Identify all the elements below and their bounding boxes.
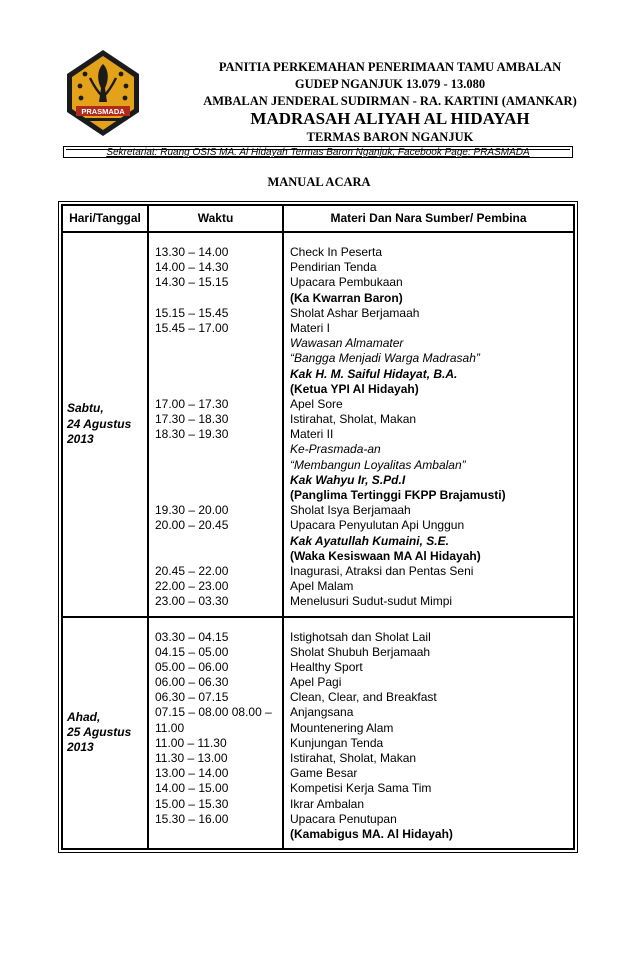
activity-item: Clean, Clear, and Breakfast	[290, 690, 437, 705]
time-slot: 11.00 – 11.30	[155, 735, 227, 750]
time-slot	[155, 336, 278, 351]
activity-item: Pendirian Tenda	[290, 260, 377, 275]
committee-title: PANITIA PERKEMAHAN PENERIMAAN TAMU AMBALAN	[218, 60, 562, 74]
time-slot	[155, 827, 278, 842]
activity-item: Kak H. M. Saiful Hidayat, B.A.	[290, 366, 458, 381]
logo-text: PRASMADA	[81, 107, 125, 116]
time-slot: 11.00	[155, 720, 185, 735]
time-slot: 04.15 – 05.00	[155, 644, 229, 659]
time-slot	[155, 382, 278, 397]
day-text: Ahad,	[67, 710, 101, 725]
activity-item: Upacara Penutupan	[290, 811, 397, 826]
day-cell	[62, 232, 148, 617]
activity-item: Apel Sore	[290, 396, 343, 411]
prasmada-logo	[64, 48, 142, 138]
activity-item: “Membangun Loyalitas Ambalan”	[290, 457, 466, 472]
time-slot: 07.15 – 08.00 08.00 –	[155, 705, 272, 720]
time-slot	[155, 549, 278, 564]
time-cell	[148, 232, 283, 617]
time-slot: 18.30 – 19.30	[155, 427, 229, 442]
activity-item: Istirahat, Sholat, Makan	[290, 751, 417, 765]
activity-item: Ke-Prasmada-an	[290, 442, 381, 457]
time-slot	[155, 488, 278, 503]
header-time: Waktu	[148, 205, 283, 232]
time-slot	[155, 473, 278, 488]
activity-item: (Ketua YPI Al Hidayah)	[290, 381, 419, 396]
activity-item: Upacara Penyulutan Api Unggun	[290, 518, 465, 533]
table-row	[62, 617, 574, 850]
activity-item: Sholat Ashar Berjamaah	[290, 305, 420, 320]
time-slot: 22.00 – 23.00	[155, 579, 229, 594]
activity-item: Check In Peserta	[290, 245, 383, 259]
activity-item: Healthy Sport	[290, 659, 363, 674]
activity-item: Inagurasi, Atraksi dan Pentas Seni	[290, 563, 474, 578]
day-text: 2013	[67, 431, 94, 446]
activity-item: Wawasan Almamater	[290, 336, 404, 351]
activity-cell	[283, 232, 574, 617]
time-slot: 03.30 – 04.15	[155, 629, 229, 644]
secretariat-text: Sekretariat: Ruang OSIS MA. Al Hidayah Termas Baron Nganjuk, Facebook Page: PRASMADA	[106, 147, 530, 158]
activity-item: Anjangsana	[290, 705, 354, 720]
time-slot: 13.30 – 14.00	[155, 245, 229, 259]
activity-item: Kunjungan Tenda	[290, 735, 384, 750]
activity-item: (Panglima Tertinggi FKPP Brajamusti)	[290, 488, 506, 502]
activity-item: Istighotsah dan Sholat Lail	[290, 629, 431, 644]
activity-item: Kak Ayatullah Kumaini, S.E.	[290, 533, 449, 548]
time-slot: 14.00 – 14.30	[155, 260, 229, 275]
ambalan-name: AMBALAN JENDERAL SUDIRMAN - RA. KARTINI (AMANKAR)	[203, 94, 577, 108]
time-slot: 20.45 – 22.00	[155, 563, 229, 578]
table-header-row	[62, 205, 574, 232]
time-slot: 17.30 – 18.30	[155, 412, 229, 427]
activity-item: Apel Pagi	[290, 675, 342, 690]
time-slot	[155, 534, 278, 549]
activity-item: Apel Malam	[290, 579, 354, 594]
table-row	[62, 232, 574, 617]
time-slot: 14.30 – 15.15	[155, 275, 229, 290]
activity-item: Kak Wahyu Ir, S.Pd.I	[290, 472, 406, 487]
day-cell	[62, 617, 148, 850]
activity-item: Sholat Shubuh Berjamaah	[290, 644, 431, 659]
scout-unit: GUDEP NGANJUK 13.079 - 13.080	[294, 77, 486, 91]
activity-item: Ikrar Ambalan	[290, 796, 365, 811]
school-name: MADRASAH ALIYAH AL HIDAYAH	[250, 109, 530, 128]
activity-item: (Waka Kesiswaan MA Al Hidayah)	[290, 548, 481, 563]
time-slot	[155, 458, 278, 473]
time-slot	[155, 351, 278, 366]
document-title: MANUAL ACARA	[267, 175, 371, 189]
day-text: 25 Agustus	[67, 725, 132, 740]
time-slot: 15.30 – 16.00	[155, 811, 229, 826]
activity-item: Materi II	[290, 427, 334, 442]
day-text: Sabtu,	[67, 401, 104, 416]
time-slot: 15.00 – 15.30	[155, 796, 229, 811]
activity-item: Menelusuri Sudut-sudut Mimpi	[290, 594, 453, 609]
time-slot: 19.30 – 20.00	[155, 503, 229, 518]
day-text: 2013	[67, 740, 94, 755]
header-day: Hari/Tanggal	[62, 205, 148, 232]
activity-cell	[283, 617, 574, 850]
header-activity: Materi Dan Nara Sumber/ Pembina	[283, 205, 574, 232]
activity-item: Materi I	[290, 320, 331, 335]
time-slot: 17.00 – 17.30	[155, 396, 229, 411]
time-slot: 15.15 – 15.45	[155, 305, 229, 320]
activity-item: Mountenering Alam	[290, 720, 394, 735]
activity-item: (Ka Kwarran Baron)	[290, 290, 403, 305]
schedule-table	[61, 204, 575, 850]
activity-item: “Bangga Menjadi Warga Madrasah”	[290, 351, 480, 366]
activity-item: Sholat Isya Berjamaah	[290, 503, 411, 518]
time-slot: 11.30 – 13.00	[155, 751, 228, 765]
time-slot: 05.00 – 06.00	[155, 659, 229, 674]
time-slot: 14.00 – 15.00	[155, 781, 229, 796]
time-slot: 13.00 – 14.00	[155, 766, 229, 781]
activity-item: Upacara Pembukaan	[290, 275, 403, 290]
time-slot: 15.45 – 17.00	[155, 320, 229, 335]
time-slot	[155, 291, 278, 306]
activity-item: Kompetisi Kerja Sama Tim	[290, 781, 432, 796]
time-slot: 23.00 – 03.30	[155, 594, 229, 609]
activity-item: Istirahat, Sholat, Makan	[290, 412, 417, 427]
time-slot: 06.30 – 07.15	[155, 690, 229, 705]
time-slot	[155, 442, 278, 457]
time-slot: 06.00 – 06.30	[155, 675, 229, 690]
time-slot: 20.00 – 20.45	[155, 518, 229, 533]
activity-item: (Kamabigus MA. Al Hidayah)	[290, 826, 453, 841]
school-location: TERMAS BARON NGANJUK	[306, 130, 474, 144]
day-text: 24 Agustus	[67, 416, 132, 431]
time-slot	[155, 367, 278, 382]
activity-item: Game Besar	[290, 766, 358, 781]
time-cell	[148, 617, 283, 850]
